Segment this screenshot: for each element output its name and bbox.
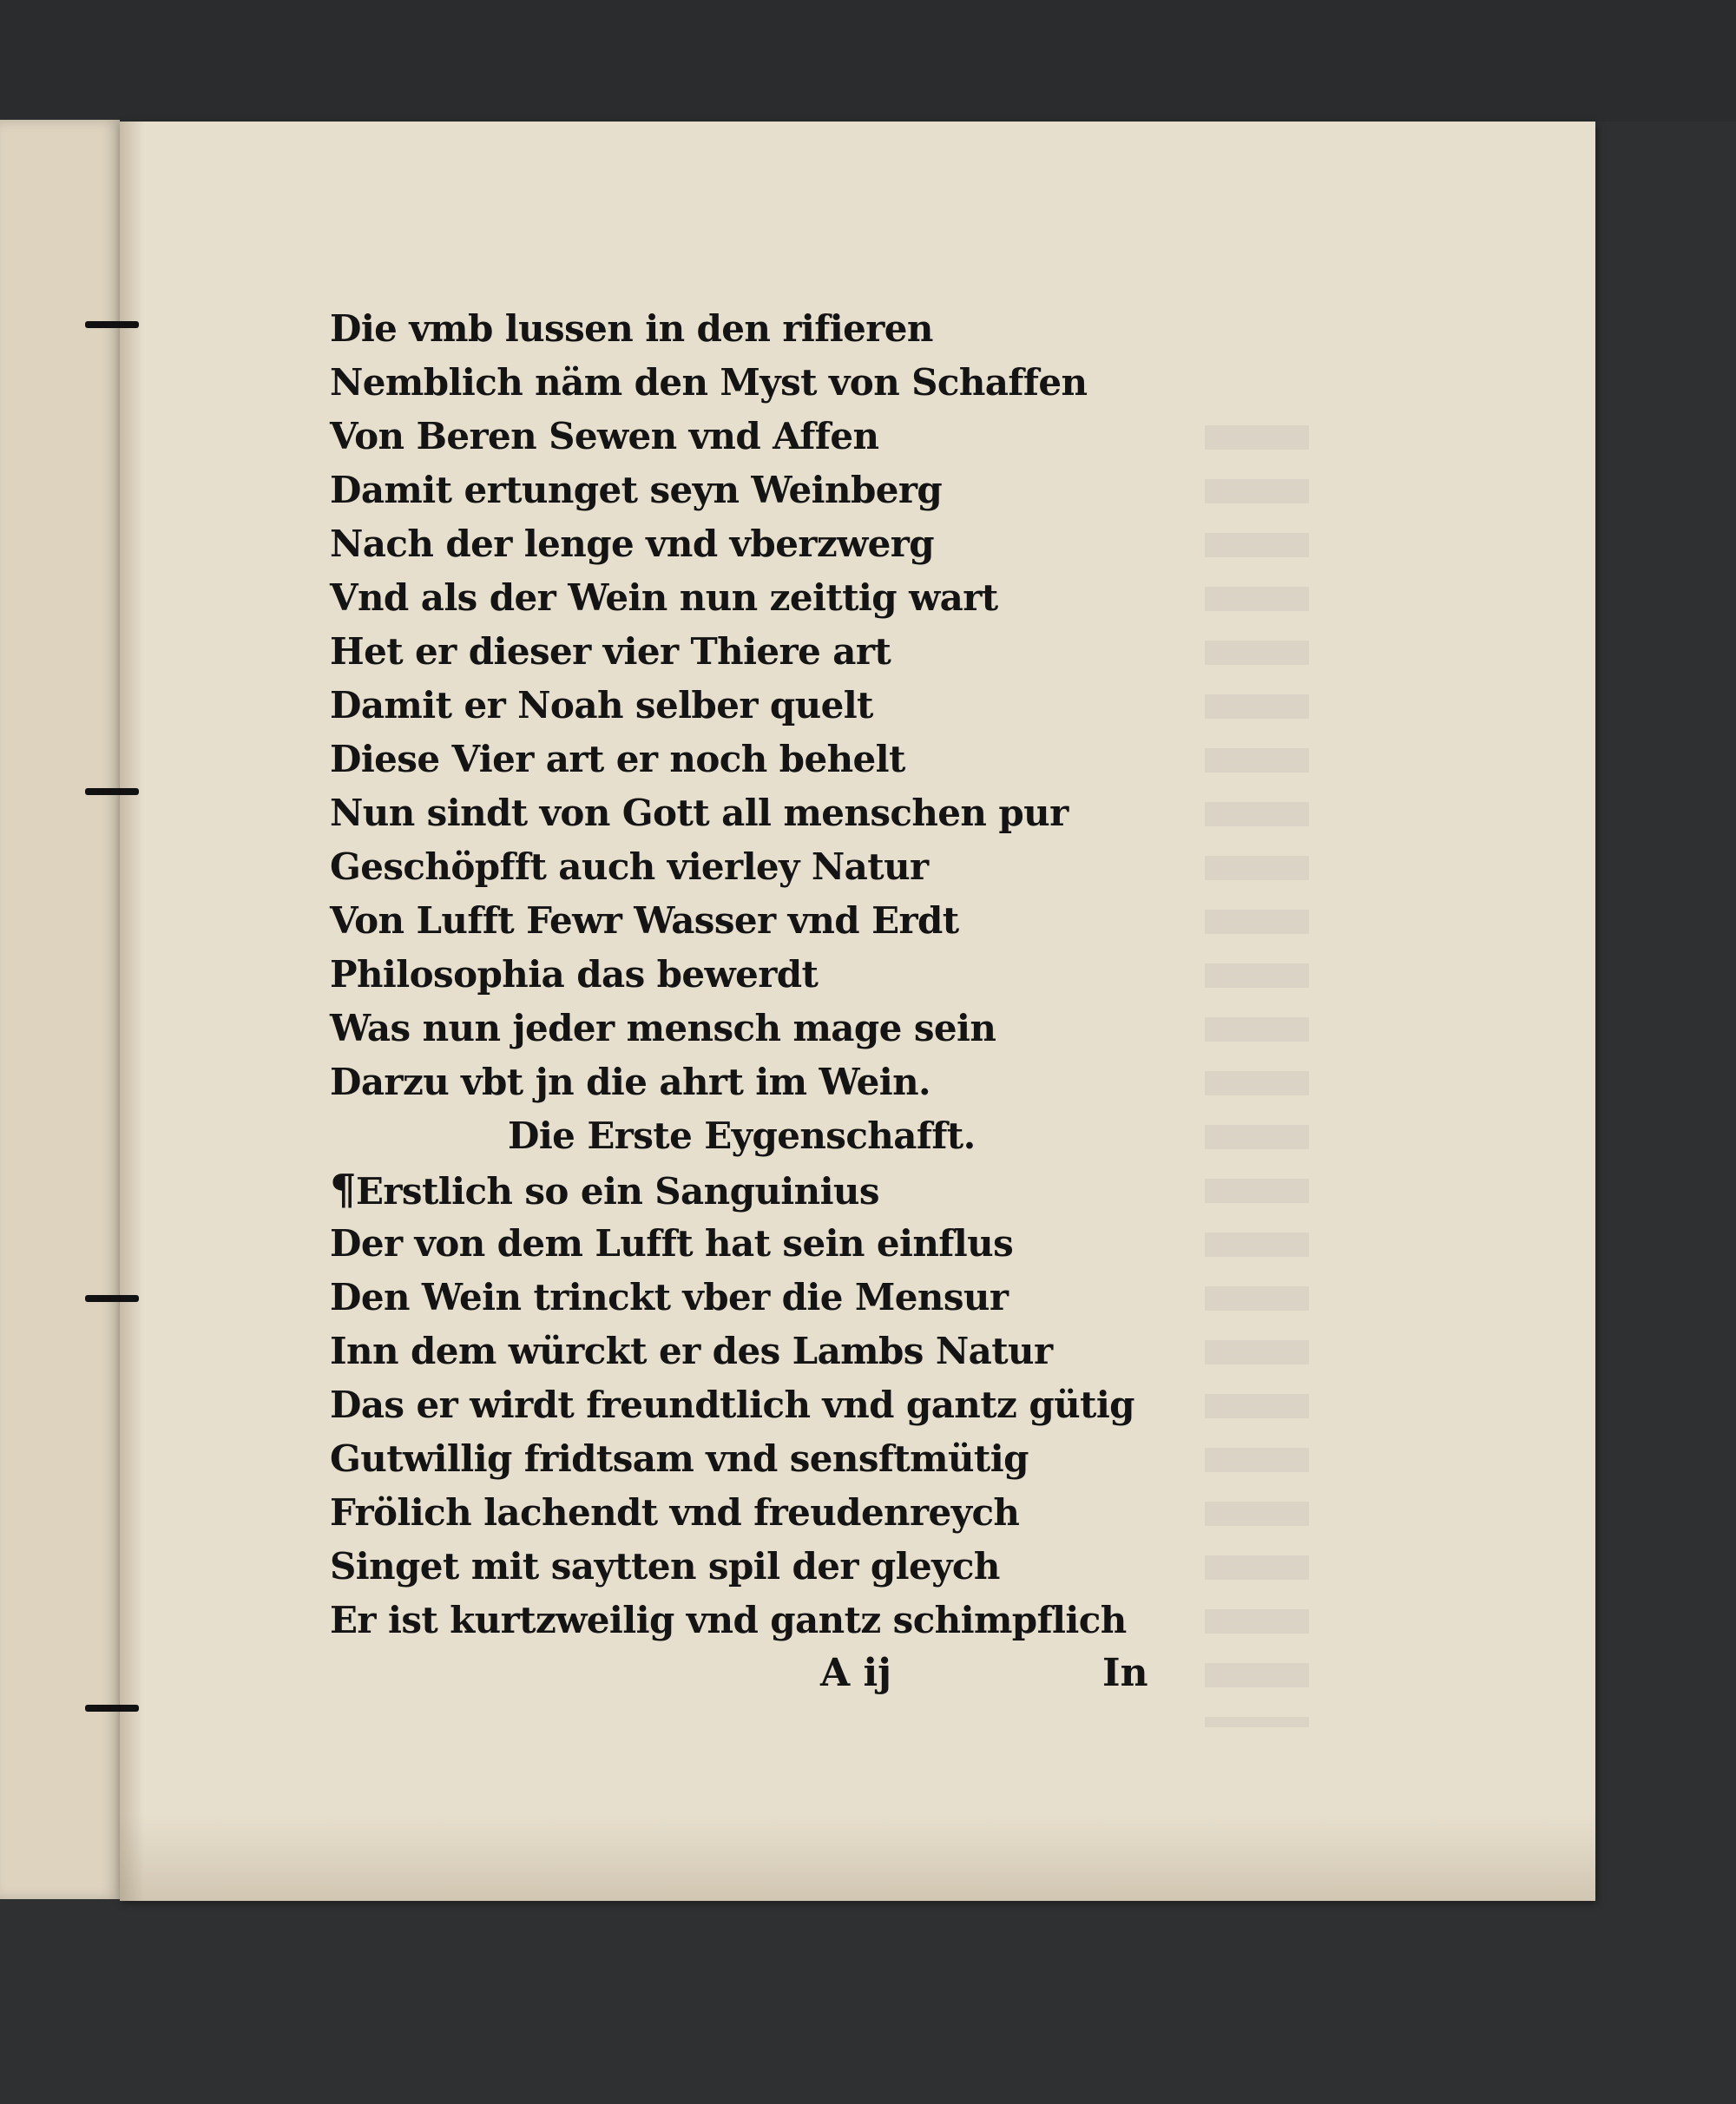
verse-line: Gutwillig fridtsam vnd sensftmütig: [330, 1437, 1029, 1480]
dark-backdrop: [0, 0, 1736, 122]
verse-line: Frölich lachendt vnd freudenreych: [330, 1491, 1020, 1534]
verse-line: Philosophia das bewerdt: [330, 953, 819, 996]
verse-line: Damit er Noah selber quelt: [330, 684, 873, 727]
page-gutter: [120, 122, 144, 1901]
binding-stitch: [85, 1295, 139, 1302]
binding-stitch: [85, 321, 139, 328]
verse-line: Das er wirdt freundtlich vnd gantz gütig: [330, 1384, 1134, 1426]
verse-line: Von Lufft Fewr Wasser vnd Erdt: [330, 899, 959, 942]
facing-page-edge: [0, 120, 120, 1899]
signature-mark: A ij: [820, 1651, 892, 1695]
verse-line-text: Erstlich so ein Sanguinius: [355, 1170, 879, 1213]
ink-show-through: [1205, 425, 1309, 1727]
verse-line: Den Wein trinckt vber die Mensur: [330, 1276, 1009, 1318]
verse-line: Nun sindt von Gott all menschen pur: [330, 792, 1069, 834]
verse-line: Damit ertunget seyn Weinberg: [330, 469, 943, 511]
page-footer: [330, 1651, 1198, 1712]
section-heading: Die Erste Eygenschafft.: [508, 1114, 976, 1157]
verse-line: Der von dem Lufft hat sein einflus: [330, 1222, 1014, 1265]
verse-line: Vnd als der Wein nun zeittig wart: [330, 576, 998, 619]
verse-line: Er ist kurtzweilig vnd gantz schimpflich: [330, 1599, 1127, 1641]
verse-line: Diese Vier art er noch behelt: [330, 738, 905, 780]
verse-line: Singet mit saytten spil der gleych: [330, 1545, 1000, 1588]
verse-line: Nemblich näm den Myst von Schaffen: [330, 361, 1088, 404]
verse-line: Was nun jeder mensch mage sein: [330, 1007, 996, 1049]
page-bottom-edge: [120, 1814, 1595, 1901]
paragraph-mark-icon: ¶: [330, 1166, 356, 1214]
verse-line: Die vmb lussen in den rifieren: [330, 307, 933, 350]
verse-line: Het er dieser vier Thiere art: [330, 630, 891, 673]
verse-text-block: [330, 302, 1198, 1647]
verse-line: Darzu vbt jn die ahrt im Wein.: [330, 1061, 931, 1103]
verse-line: Nach der lenge vnd vberzwerg: [330, 523, 935, 565]
binding-stitch: [85, 788, 139, 795]
binding-stitch: [85, 1705, 139, 1712]
verse-line: Inn dem würckt er des Lambs Natur: [330, 1330, 1053, 1372]
verse-line: Geschöpfft auch vierley Natur: [330, 845, 929, 888]
verse-line-first: [330, 1163, 1198, 1217]
verse-line: Von Beren Sewen vnd Affen: [330, 415, 879, 457]
catchword: In: [1102, 1651, 1148, 1695]
